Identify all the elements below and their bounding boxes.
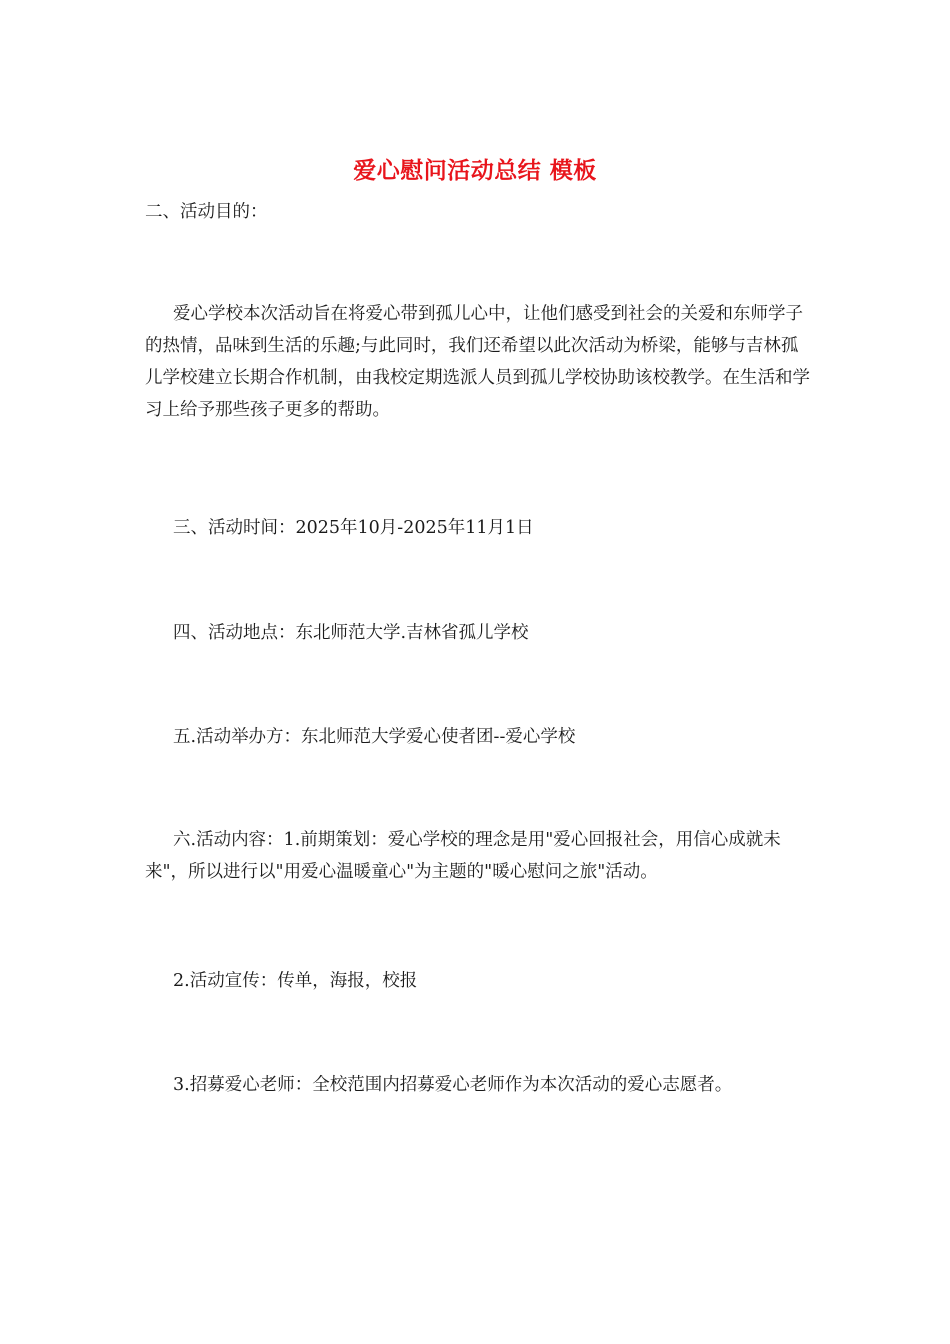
section-time: 三、活动时间：2025年10月-2025年11月1日: [173, 518, 534, 538]
section-recruitment: 3.招募爱心老师：全校范围内招募爱心老师作为本次活动的爱心志愿者。: [173, 1075, 733, 1095]
document-title: 爱心慰问活动总结 模板: [353, 158, 597, 184]
section-purpose-body: 爱心学校本次活动旨在将爱心带到孤儿心中，让他们感受到社会的关爱和东师学子的热情，品味到生活的乐趣;与此同时，我们还希望以此次活动为桥梁，能够与吉林孤儿学校建立长期合作机制，由我校定期选派人员到孤儿学校协助该校教学。在生活和学习上给予那些孩子更多的帮助。: [145, 304, 810, 420]
section-organizer: 五.活动举办方：东北师范大学爱心使者团--爱心学校: [173, 727, 576, 747]
section-content: 六.活动内容：1.前期策划：爱心学校的理念是用"爱心回报社会，用信心成就未来"，所以进行以"用爱心温暖童心"为主题的"暖心慰问之旅"活动。: [145, 830, 781, 882]
section-purpose-heading: 二、活动目的：: [145, 202, 268, 222]
section-publicity: 2.活动宣传：传单，海报，校报: [173, 971, 418, 991]
section-location: 四、活动地点：东北师范大学.吉林省孤儿学校: [173, 623, 529, 643]
